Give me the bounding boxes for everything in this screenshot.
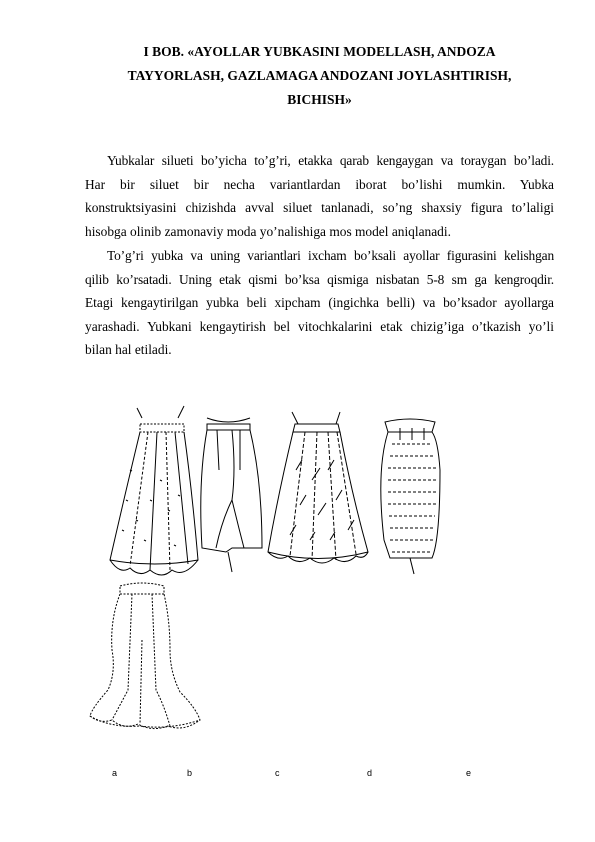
figure-label-e: e xyxy=(466,768,472,778)
paragraph-1-line-2: Har bir siluet bir necha variantlardan iborat bo’lishi mumkin. Yubka xyxy=(85,176,554,192)
skirt-d-drawing xyxy=(381,419,440,574)
skirt-c-drawing xyxy=(268,412,368,563)
paragraph-2-line-5: bilan hal etiladi. xyxy=(85,342,172,357)
skirt-e-drawing xyxy=(90,583,200,729)
paragraph-1-line-3: konstruktsiyasini chizishda avval siluet tanlanadi, so’ng shaxsiy figura to’laligi xyxy=(85,200,554,215)
paragraph-2-line-3: Etagi kengaytirilgan yubka beli xipcham (ingichka belli) va bo’ksador ayollarga xyxy=(85,295,554,310)
title-line-3: BICHISH» xyxy=(287,92,352,107)
paragraph-1-line-1: Yubkalar silueti bo’yicha to’g’ri, etakka qarab kengaygan va toraygan bo’ladi. xyxy=(107,153,554,168)
paragraph-2-line-4: yarashadi. Yubkani kengaytirish bel vitochkalarini etak chizig’iga o’tkazish yo’li xyxy=(85,318,554,334)
chapter-title xyxy=(85,40,554,112)
title-line-2: TAYYORLASH, GAZLAMAGA ANDOZANI JOYLASHTIRISH, xyxy=(127,68,512,83)
figure-label-d: d xyxy=(367,768,373,778)
skirt-silhouettes-figure xyxy=(80,400,560,760)
paragraph-1 xyxy=(85,149,554,243)
skirt-b-drawing xyxy=(201,418,262,572)
paragraph-2-line-2: qilib ko’rsatadi. Uning etak qismi bo’ksa qismiga nisbatan 5-8 sm ga kengroqdir. xyxy=(85,271,554,287)
paragraph-1-line-4: hisobga olinib zamonaviy moda yo’nalishiga mos model aniqlanadi. xyxy=(85,223,451,239)
paragraph-2-line-1: To’g’ri yubka va uning variantlari ixcham bo’ksali ayollar figurasini kelishgan xyxy=(107,248,554,263)
figure-label-c: c xyxy=(275,768,280,778)
title-line-1: I BOB. «AYOLLAR YUBKASINI MODELLASH, ANDOZA xyxy=(143,44,496,59)
figure-label-b: b xyxy=(187,768,193,778)
figure-label-a: a xyxy=(112,768,118,778)
skirt-a-drawing xyxy=(110,406,198,575)
paragraph-2 xyxy=(85,244,554,362)
